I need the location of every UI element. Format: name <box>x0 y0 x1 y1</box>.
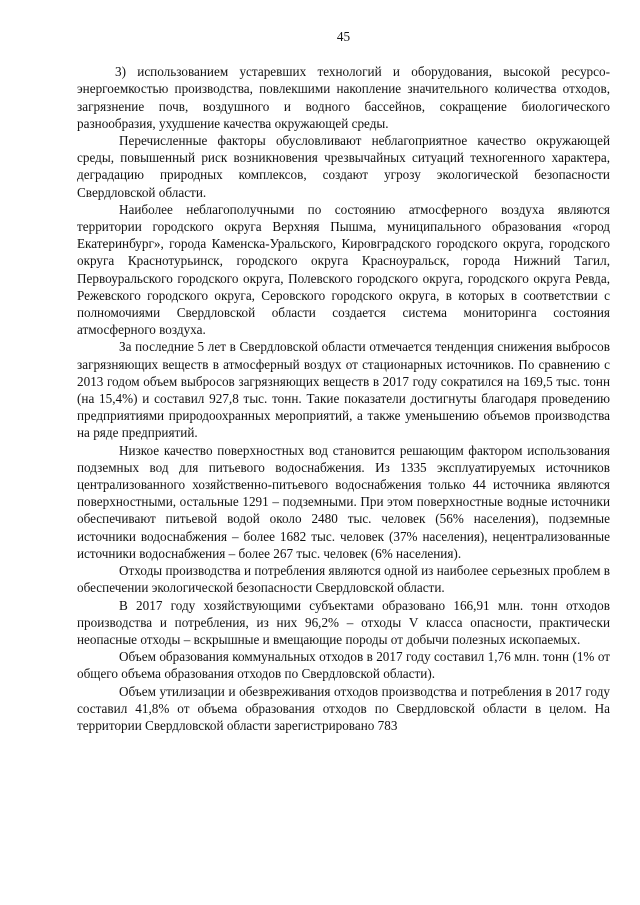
paragraph: Наиболее неблагополучными по состоянию атмосферного воздуха являются территории городского округа Верхняя Пышма, муниципального образования «город Екатеринбург», города Каменска-Уральского, Кировградского городского округа, городского округа Краснотурьинск, городского округа Красноуральск, города Нижний Тагил, Первоуральского городского округа, Полевского городского округа, городского округа Ревда, Режевского городского округа, Серовского городского округа, в которых в соответствии с полномочиями Свердловской области создается система мониторинга состояния атмосферного воздуха. <box>77 201 610 338</box>
page-number: 45 <box>336 29 351 44</box>
paragraph: В 2017 году хозяйствующими субъектами образовано 166,91 млн. тонн отходов производства и потребления, из них 96,2% – отходы V класса опасности, практически неопасные отходы – вскрышные и вмещающие породы от добычи полезных ископаемых. <box>77 597 610 647</box>
paragraph: Отходы производства и потребления являются одной из наиболее серьезных проблем в обеспечении экологической безопасности Свердловской области. <box>77 563 610 596</box>
paragraph: Объем образования коммунальных отходов в 2017 году составил 1,76 млн. тонн (1% от общего объема образования отходов по Свердловской области). <box>77 649 610 682</box>
paragraph: Низкое качество поверхностных вод становится решающим фактором использования подземных вод для питьевого водоснабжения. Из 1335 эксплуатируемых источников централизованного хозяйственно-питьевого водоснабжения только 44 источника являются поверхностными, остальные 1291 – подземными. При этом поверхностные водные источники обеспечивают питьевой водой около 2480 тыс. человек (56% населения), подземные источники водоснабжения – более 1682 тыс. человек (37% населения), нецентрализованные источники водоснабжения – более 267 тыс. человек (6% населения). <box>77 442 610 561</box>
paragraph: Перечисленные факторы обусловливают неблагоприятное качество окружающей среды, повышенный риск возникновения чрезвычайных ситуаций техногенного характера, деградацию природных комплексов, создают угрозу экологической безопасности Свердловской области. <box>77 133 610 200</box>
paragraph: 3) использованием устаревших технологий и оборудования, высокой ресурсо-энергоемкостью производства, повлекшими накопление значительного количества отходов, загрязнение почв, воздушного и водного бассейнов, сокращение биологического разнообразия, ухудшение качества окружающей среды. <box>77 64 610 131</box>
paragraph: За последние 5 лет в Свердловской области отмечается тенденция снижения выбросов загрязняющих веществ в атмосферный воздух от стационарных источников. По сравнению с 2013 годом объем выбросов загрязняющих веществ в 2017 году сократился на 169,5 тыс. тонн (на 15,4%) и составил 927,8 тыс. тонн. Такие показатели достигнуты благодаря проведению предприятиями природоохранных мероприятий, а также уменьшению объемов производства на ряде предприятий. <box>77 339 610 441</box>
paragraph: Объем утилизации и обезвреживания отходов производства и потребления в 2017 году составил 41,8% от объема образования отходов по Свердловской области в целом. На территории Свердловской области зарегистрировано 783 <box>77 683 610 733</box>
